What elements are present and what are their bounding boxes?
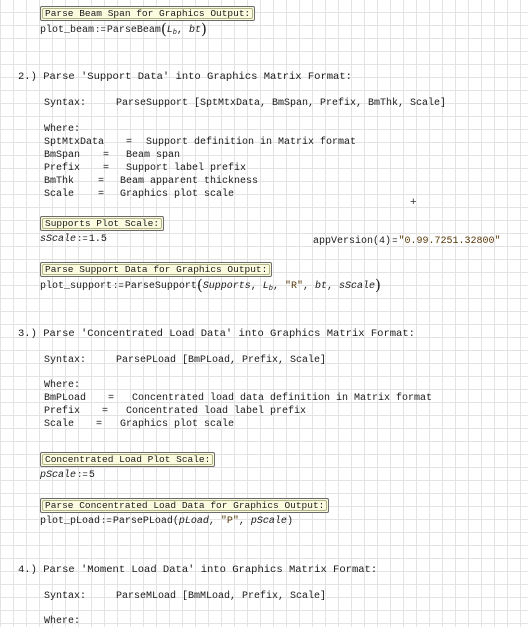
assign-operator: := <box>77 234 88 244</box>
assign-operator: := <box>95 25 106 35</box>
section-3-heading: 3.) Parse 'Concentrated Load Data' into Graphics Matrix Format: <box>18 328 415 340</box>
app-version-expression[interactable] <box>313 236 501 247</box>
def-description: Graphics plot scale <box>120 419 235 430</box>
section-4-where: Where: <box>44 616 81 627</box>
def-name: BmSpan <box>44 150 81 161</box>
def-equals: = <box>102 406 109 417</box>
def-description: Support definition in Matrix format <box>146 137 357 148</box>
beam-output-label[interactable] <box>40 6 255 21</box>
scale-arg: pScale <box>250 516 287 527</box>
beam-span-subscript: b <box>172 29 177 37</box>
pload-plot-scale-label-text: Concentrated Load Plot Scale: <box>45 454 211 465</box>
section-3-syntax-label: Syntax: <box>44 355 87 366</box>
sscale-var: sScale <box>40 234 77 245</box>
def-equals: = <box>98 189 105 200</box>
def-equals: = <box>96 419 103 430</box>
prefix-arg: "P" <box>220 516 239 527</box>
def-name: Scale <box>44 419 75 430</box>
crosshair-cursor: + <box>410 197 417 209</box>
section-2-heading: 2.) Parse 'Support Data' into Graphics Matrix Format: <box>18 71 352 83</box>
def-description: Concentrated load label prefix <box>126 406 307 417</box>
beam-output-label-text: Parse Beam Span for Graphics Output: <box>45 8 251 19</box>
pscale-value: 5 <box>88 470 95 481</box>
def-equals: = <box>108 393 115 404</box>
section-2-syntax-label: Syntax: <box>44 98 87 109</box>
def-name: BmThk <box>44 176 75 187</box>
arg-separator: , <box>176 25 183 36</box>
plot-beam-expression[interactable] <box>40 20 207 38</box>
def-name: Prefix <box>44 406 81 417</box>
def-description: Beam apparent thickness <box>120 176 259 187</box>
pscale-var: pScale <box>40 470 77 481</box>
supports-plot-scale-label-text: Supports Plot Scale: <box>45 218 160 229</box>
beam-span-subscript: b <box>268 285 273 293</box>
prefix-arg: "R" <box>284 281 303 292</box>
def-description: Beam span <box>126 150 181 161</box>
parse-support-func: ParseSupport <box>124 281 197 292</box>
def-equals: = <box>103 150 110 161</box>
support-output-label-text: Parse Support Data for Graphics Output: <box>45 264 268 275</box>
beam-thickness-arg: bt <box>188 25 201 36</box>
def-description: Graphics plot scale <box>120 189 235 200</box>
open-paren: ( <box>172 516 179 527</box>
def-name: Prefix <box>44 163 81 174</box>
pload-arg: pLoad <box>178 516 209 527</box>
section-2-where: Where: <box>44 124 81 135</box>
open-paren: ( <box>373 236 380 247</box>
section-2-syntax-text: ParseSupport [SptMtxData, BmSpan, Prefix, BmThk, Scale] <box>116 98 447 109</box>
open-paren: ( <box>160 20 167 38</box>
close-paren: ) <box>375 276 381 294</box>
sscale-assignment[interactable] <box>40 234 107 245</box>
scale-arg: sScale <box>339 281 376 292</box>
def-description: Support label prefix <box>126 163 247 174</box>
support-output-label[interactable] <box>40 262 272 277</box>
beam-span-arg: L <box>262 281 269 292</box>
supports-plot-scale-label[interactable] <box>40 216 164 231</box>
app-version-result: "0.99.7251.32800" <box>398 236 501 247</box>
parse-pload-func: ParsePLoad <box>112 516 173 527</box>
app-version-func: appVersion <box>313 236 374 247</box>
assign-operator: := <box>101 516 112 526</box>
app-version-arg: 4 <box>379 236 386 247</box>
def-equals: = <box>98 176 105 187</box>
equals-operator: = <box>392 236 398 246</box>
beam-span-arg: L <box>166 25 173 36</box>
sscale-value: 1.5 <box>88 234 107 245</box>
assign-operator: := <box>113 281 124 291</box>
parse-beam-func: ParseBeam <box>106 25 161 36</box>
pload-output-label-text: Parse Concentrated Load Data for Graphics Output: <box>45 500 325 511</box>
plot-pload-var: plot_pLoad <box>40 516 101 527</box>
section-3-syntax-text: ParsePLoad [BmPLoad, Prefix, Scale] <box>116 355 327 366</box>
close-paren: ) <box>200 20 207 38</box>
plot-beam-var: plot_beam <box>40 25 95 36</box>
beam-thickness-arg: bt <box>315 281 328 292</box>
def-name: Scale <box>44 189 75 200</box>
plot-support-var: plot_support <box>40 281 113 292</box>
def-equals: = <box>126 137 133 148</box>
plot-pload-expression[interactable]: plot_pLoad:=ParsePLoad(pLoad, "P", pScale) <box>40 516 293 527</box>
def-equals: = <box>103 163 110 174</box>
plot-support-expression[interactable]: plot_support:=ParseSupport(Supports, $L_b$, "R", bt, sScale) <box>40 276 381 294</box>
pload-output-label[interactable] <box>40 498 329 513</box>
section-4-syntax-text: ParseMLoad [BmMLoad, Prefix, Scale] <box>116 591 327 602</box>
section-3-where: Where: <box>44 380 81 391</box>
section-4-heading: 4.) Parse 'Moment Load Data' into Graphics Matrix Format: <box>18 564 378 576</box>
def-name: BmPLoad <box>44 393 87 404</box>
assign-operator: := <box>77 470 88 480</box>
pload-plot-scale-label[interactable] <box>40 452 215 467</box>
supports-arg: Supports <box>202 281 251 292</box>
section-4-syntax-label: Syntax: <box>44 591 87 602</box>
close-paren: ) <box>286 516 293 527</box>
close-paren: ) <box>385 236 392 247</box>
pscale-assignment[interactable] <box>40 470 95 481</box>
def-description: Concentrated load data definition in Matrix format <box>132 393 433 404</box>
def-name: SptMtxData <box>44 137 105 148</box>
open-paren: ( <box>196 276 203 294</box>
